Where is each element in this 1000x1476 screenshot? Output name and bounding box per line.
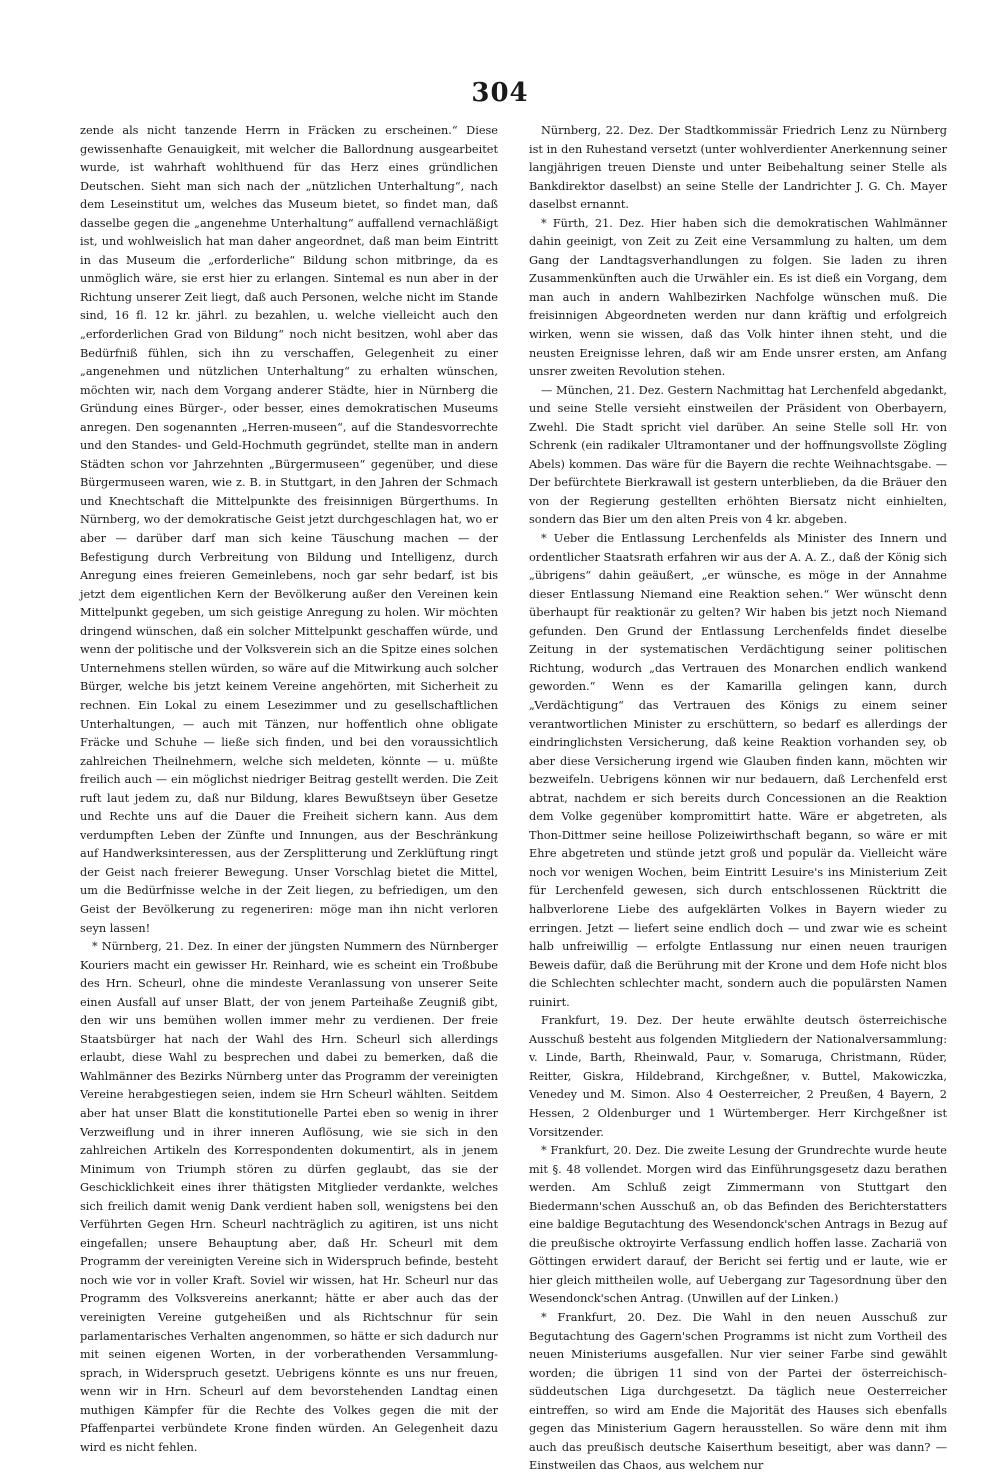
left-column [80,122,498,1457]
right-column [529,122,947,1476]
article-lerchenfeld-entlassung: * Ueber die Entlassung Lerchenfelds als Minister des Innern und ordentlicher Staatsrath erfahren wir aus der A. A. Z., daß der König sich „übrigens“ dahin geäußert, „er wünsche, es möge in der Annahme dieser Entlassung Niemand eine Reaktion sehen.“ Wer wünscht denn überhaupt für reaktionär zu gelten? Wir haben bis jetzt noch Niemand gefunden. Den Grund der Entlassung Lerchenfelds findet dieselbe Zeitung in der systematischen Verdächtigung seiner politischen Richtung, wodurch „das Vertrauen des Monarchen endlich wankend geworden.“ Wenn es der Kamarilla gelingen kann, durch „Verdächtigung“ das Vertrauen des Königs zu einem seiner verantwortlichen Minister zu erschüttern, so bedarf es allerdings der eindringlichsten Versicherung, daß keine Reaktion vorhanden sey, ob aber diese Versicherung irgend wie Glauben finden kann, möchten wir bezweifeln. Uebrigens können wir nur bedauern, daß Lerchenfeld erst abtrat, nachdem er sich bereits durch Concessionen an die Reaktion dem Volke gegenüber kompromittirt hatte. Wäre er abgetreten, als Thon-Dittmer seine heillose Polizeiwirthschaft begann, so wäre er mit Ehre abgetreten und stünde jetzt groß und populär da. Vielleicht wäre noch vor wenigen Wochen, beim Eintritt Lesuire's ins Ministerium Zeit für Lerchenfeld gewesen, sich durch entschlossenen Rücktritt die halbverlorene Liebe des aufgeklärten Volkes in Bayern wieder zu erringen. Jetzt — liefert seine endlich doch — und zwar wie es scheint halb unfreiwillig — erfolgte Entlassung nur einen neuen traurigen Beweis dafür, daß die Berührung mit der Krone und dem Hofe nicht blos die Schlechten schlechter macht, sondern auch die populärsten Namen ruinirt. [529,532,947,1009]
article-frankfurt-20-dez-grundrechte: * Frankfurt, 20. Dez. Die zweite Lesung der Grundrechte wurde heute mit §. 48 vollendet. Morgen wird das Einführungsgesetz dazu berathen werden. Am Schluß zeigt Zimmermann von Stuttgart den Biedermann'schen Ausschuß an, ob das Befinden des Berichterstatters eine baldige Begutachtung des Wesendonck'schen Antrags in Bezug auf die preußische oktroyirte Verfassung endlich hoffen lasse. Zachariä von Göttingen erwidert darauf, der Bericht sei fertig und er laute, wie er hier gleich mittheilen wolle, auf Uebergang zur Tagesordnung über den Wesendonck'schen Antrag. (Unwillen auf der Linken.) [529,1144,947,1306]
article-nuernberg-21-dez: * Nürnberg, 21. Dez. In einer der jüngsten Nummern des Nürnberger Kouriers macht ein gewisser Hr. Reinhard, wie es scheint ein Troßbube des Hrn. Scheurl, ohne die mindeste Veranlassung von unserer Seite einen Ausfall auf unser Blatt, der von jenem Parteihaße Zeugniß gibt, den wir uns bemühen wollen immer mehr zu verdienen. Der freie Staatsbürger hat nach der Wahl des Hrn. Scheurl sich allerdings erlaubt, diese Wahl zu besprechen und dabei zu bemerken, daß die Wahlmänner des Bezirks Nürnberg unter das Programm der vereinigten Vereine herabgestiegen seien, indem sie Hrn Scheurl wählten. Seitdem aber hat unser Blatt die konstitutionelle Partei eben so wenig in ihrer Verzweiflung und in ihrer inneren Auflösung, wie sie sich in den zahlreichen Artikeln des Korrespondenten dokumentirt, als in jenem Minimum von Triumph stören zu dürfen geglaubt, das sie der Geschicklichkeit eines ihrer thätigsten Mitglieder verdankte, welches sich freilich damit wenig Dank verdient haben soll, wenigstens bei den Verführten Gegen Hrn. Scheurl nachträglich zu agitiren, ist uns nicht eingefallen; unsere Behauptung aber, daß Hr. Scheurl mit dem Programm der vereinigten Vereine sich in Widerspruch befinde, besteht noch wie vor in voller Kraft. Soviel wir wissen, hat Hr. Scheurl nur das Programm des Volksvereins anerkannt; hätte er aber auch das der vereinigten Vereine gutgeheißen und als Richtschnur für sein parlamentarisches Verhalten angenommen, so hätte er sich dadurch nur mit seinen eigenen Worten, in der vorberathenden Versammlung-sprach, in Widerspruch gesetzt. Uebrigens könnte es uns nur freuen, wenn wir in Hrn. Scheurl auf dem bevorstehenden Landtag einen muthigen Kämpfer für die Rechte des Volkes gegen die mit der Pfaffenpartei verbündete Krone finden würden. An Gelegenheit dazu wird es nicht fehlen. [80,940,498,1454]
article-paragraph: zende als nicht tanzende Herrn in Fräcken zu erscheinen.“ Diese gewissenhafte Genauigkeit, mit welcher die Ballordnung ausgearbeitet wurde, ist wahrhaft wohlthuend für das Herz eines gründlichen Deutschen. Sieht man sich nach der „nützlichen Unterhaltung“, nach dem Leseinstitut um, welches das Museum bietet, so findet man, daß dasselbe gegen die „angenehme Unterhaltung“ auffallend vernachläßigt ist, und wohlweislich hat man daher angeordnet, daß man beim Eintritt in das Museum die „erforderliche“ Bildung schon mitbringe, da es unmöglich wäre, sie erst hier zu erlangen. Sintemal es nun aber in der Richtung unserer Zeit liegt, daß auch Personen, welche nicht im Stande sind, 16 fl. 12 kr. jährl. zu bezahlen, u. welche vielleicht auch den „erforderlichen Grad von Bildung“ noch nicht besitzen, wohl aber das Bedürfniß fühlen, sich ihn zu verschaffen, Gelegenheit zu einer „angenehmen und nützlichen Unterhaltung“ zu erhalten wünschen, möchten wir, nach dem Vorgang anderer Städte, hier in Nürnberg die Gründung eines Bürger-, oder besser, eines demokratischen Museums anregen. Den sogenannten „Herren-museen“, auf die Standesvorrechte und den Standes- und Geld-Hochmuth gegründet, stellte man in andern Städten schon vor Jahrzehnten „Bürgermuseen“ gegenüber, und diese Bürgermuseen waren, wie z. B. in Stuttgart, in den Jahren der Schmach und Knechtschaft die Mittelpunkte des freisinnigen Bürgerthums. In Nürnberg, wo der demokratische Geist jetzt durchgeschlagen hat, wo er aber — darüber darf man sich keine Täuschung machen — der Befestigung durch Verbreitung von Bildung und Intelligenz, durch Anregung eines freieren Gemeinlebens, noch gar sehr bedarf, ist bis jetzt dem eigentlichen Kern der Bevölkerung außer den Vereinen kein Mittelpunkt gegeben, um sich geistige Anregung zu holen. Wir möchten dringend wünschen, daß ein solcher Mittelpunkt geschaffen würde, und wenn der politische und der Volksverein sich an die Spitze eines solchen Unternehmens stellen würden, so wäre auf die Mitwirkung auch solcher Bürger, welche bis jetzt keinem Vereine angehörten, mit Sicherheit zu rechnen. Ein Lokal zu einem Lesezimmer und zu gesellschaftlichen Unterhaltungen, — auch mit Tänzen, nur hoffentlich ohne obligate Fräcke und Schuhe — ließe sich finden, und bei den voraussichtlich zahlreichen Theilnehmern, welche sich meldeten, könnte — u. müßte freilich auch — ein möglichst niedriger Beitrag gestellt werden. Die Zeit ruft laut jedem zu, daß nur Bildung, klares Bewußtseyn über Gesetze und Rechte uns auf die Dauer die Freiheit sichern kann. Aus dem verdumpften Leben der Zünfte und Innungen, aus der Beschränkung auf Handwerksinteressen, aus der Zersplitterung und Zerklüftung ringt der Geist nach freierer Bewegung. Unser Vorschlag bietet die Mittel, um die Bedürfnisse welche in der Zeit liegen, zu befriedigen, um den Geist der Bevölkerung zu regeneriren: möge man ihn nicht verloren seyn lassen! [80,124,498,935]
article-fuerth-21-dez: * Fürth, 21. Dez. Hier haben sich die demokratischen Wahlmänner dahin geeinigt, von Zeit zu Zeit eine Versammlung zu halten, um dem Gang der Landtagsverhandlungen zu folgen. Sie laden zu ihren Zusammenkünften auch die Urwähler ein. Es ist dieß ein Vorgang, dem man auch in andern Wahlbezirken Nachfolge wünschen muß. Die freisinnigen Abgeordneten werden nur dann kräftig und erfolgreich wirken, wenn sie wissen, daß das Volk hinter ihnen steht, und die neusten Ereignisse lehren, daß wir am Ende unsrer ersten, am Anfang unsrer zweiten Revolution stehen. [529,216,947,379]
article-muenchen-21-dez: — München, 21. Dez. Gestern Nachmittag hat Lerchenfeld abgedankt, und seine Stelle versieht einstweilen der Präsident von Oberbayern, Zwehl. Die Stadt spricht viel darüber. An seine Stelle soll Hr. von Schrenk (ein radikaler Ultramontaner und der hoffnungsvollste Zögling Abels) kommen. Das wäre für die Bayern die rechte Weihnachtsgabe. — Der befürchtete Bierkrawall ist gestern unterblieben, da die Bräuer den von der Regierung gestellten erhöhten Biersatz nicht einhielten, sondern das Bier um den alten Preis von 4 kr. abgeben. [529,383,947,527]
article-frankfurt-20-dez-ausschuss: * Frankfurt, 20. Dez. Die Wahl in den neuen Ausschuß zur Begutachtung des Gagern'schen Programms ist nicht zum Vortheil des neuen Ministeriums ausgefallen. Nur vier seiner Farbe sind gewählt worden; die übrigen 11 sind von der Partei der österreichisch-süddeutschen Liga durchgesetzt. Da täglich neue Oesterreicher eintreffen, so wird am Ende die Majorität des Hauses sich ebenfalls gegen das Ministerium Gagern herausstellen. So wäre denn mit ihm auch das preußisch deutsche Kaiserthum beseitigt, aber was dann? — Einstweilen das Chaos, aus welchem nur [529,1311,947,1473]
article-nuernberg-22-dez: Nürnberg, 22. Dez. Der Stadtkommissär Friedrich Lenz zu Nürnberg ist in den Ruhestand versetzt (unter wohlverdienter Anerkennung seiner langjährigen treuen Dienste und unter Beibehaltung seiner Stelle als Bankdirektor daselbst) an seine Stelle der Landrichter J. G. Ch. Mayer daselbst ernannt. [529,124,947,212]
article-frankfurt-19-dez: Frankfurt, 19. Dez. Der heute erwählte deutsch österreichische Ausschuß besteht aus folgenden Mitgliedern der Nationalversammlung: v. Linde, Barth, Rheinwald, Paur, v. Somaruga, Christmann, Rüder, Reitter, Giskra, Hildebrand, Kirchgeßner, v. Buttel, Makowiczka, Venedey und M. Simon. Also 4 Oesterreicher, 2 Preußen, 4 Bayern, 2 Hessen, 2 Oldenburger und 1 Würtemberger. Herr Kirchgeßner ist Vorsitzender. [529,1014,947,1139]
page-number: 304 [471,78,529,108]
